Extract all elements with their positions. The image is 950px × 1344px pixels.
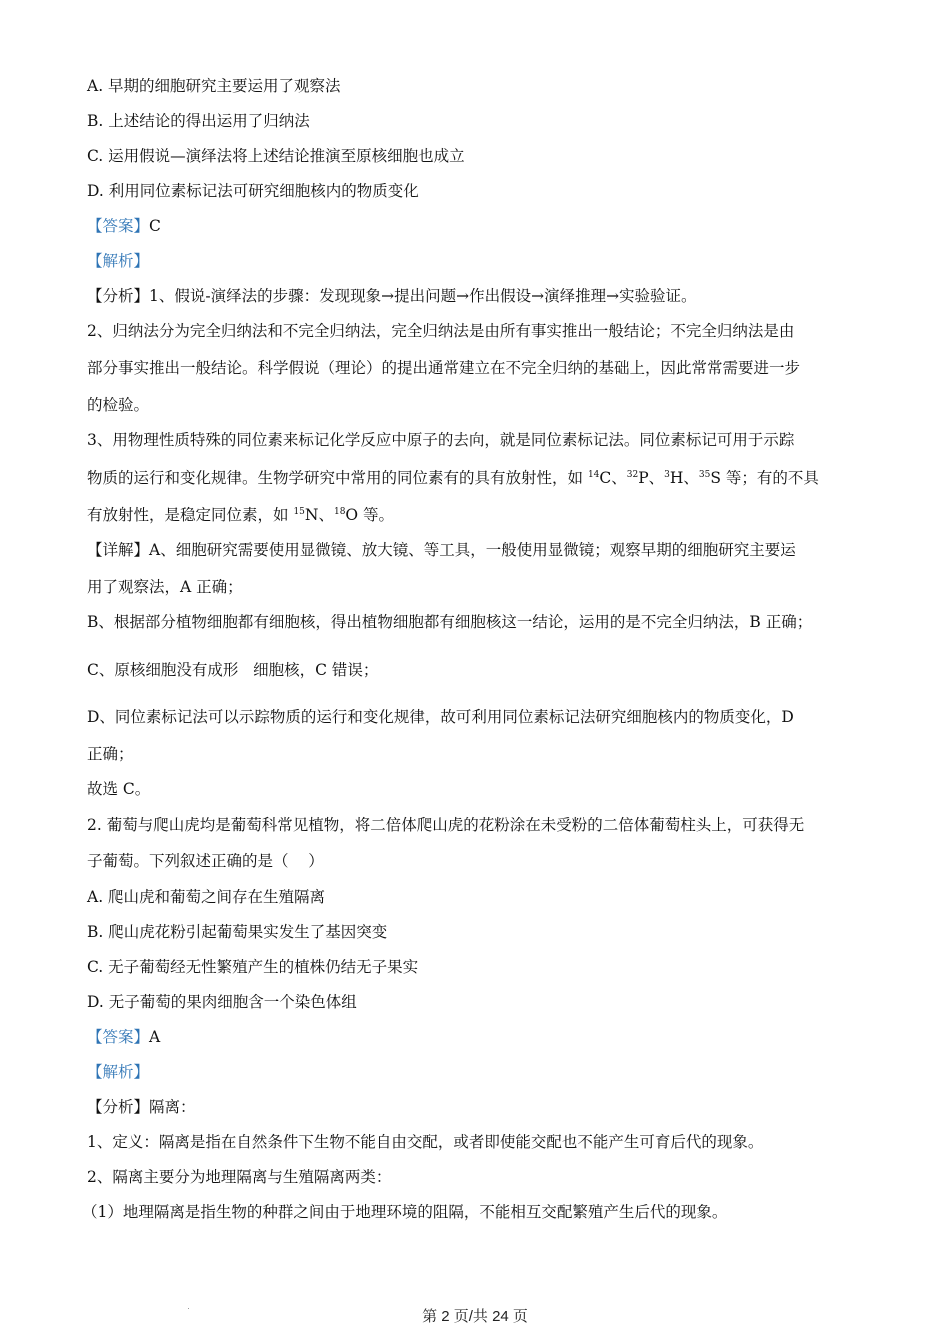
section-label: 【答案】 [87,1028,150,1046]
text-segment: 【详解】A、细胞研究需要使用显微镜、放大镜、等工具，一般使用显微镜；观察早期的细胞研究主要运 [87,541,796,559]
text-segment: D. 利用同位素标记法可研究细胞核内的物质变化 [87,182,419,200]
text-segment: B、根据部分植物细胞都有细胞核，得出植物细胞都有细胞核这一结论，运用的是不完全归纳法，B 正确； [87,613,813,631]
section-label: 【解析】 [87,252,150,270]
text-segment: A. 爬山虎和葡萄之间存在生殖隔离 [87,888,326,906]
text-line [87,779,150,799]
text-segment: H、 [669,469,699,487]
text-line [87,660,378,680]
text-line [87,1027,160,1047]
text-segment: D. 无子葡萄的果肉细胞含一个染色体组 [87,993,357,1011]
text-line [87,1167,391,1187]
text-line [87,216,161,236]
text-line [87,1062,149,1082]
text-line [87,468,819,488]
text-segment: C. 运用假说—演绎法将上述结论推演至原核细胞也成立 [87,147,465,165]
isotope-mass-number: 35 [698,470,711,480]
text-line [87,887,325,907]
isotope-mass-number: 3 [664,470,670,480]
text-segment: 2、隔离主要分为地理隔离与生殖隔离两类： [87,1168,392,1186]
text-segment: N、 [304,506,334,524]
text-segment: 故选 C。 [87,780,151,798]
text-line [87,321,794,341]
text-line [87,430,794,450]
text-line [87,957,418,977]
text-segment: 【分析】1、假说-演绎法的步骤：发现现象→提出问题→作出假设→演绎推理→实验验证。 [87,287,697,305]
text-line [87,505,394,525]
text-segment: C [149,217,161,235]
text-line [87,707,794,727]
isotope-mass-number: 14 [587,470,600,480]
text-segment: 1、定义：隔离是指在自然条件下生物不能自由交配，或者即使能交配也不能产生可育后代的现象。 [87,1133,764,1151]
text-line [87,922,387,942]
text-line [82,1202,727,1222]
text-line [87,395,149,415]
text-line [87,111,310,131]
text-line [87,851,324,871]
text-line [87,181,419,201]
text-segment: 部分事实推出一般结论。科学假说（理论）的提出通常建立在不完全归纳的基础上，因此常常需要进一步 [87,359,801,377]
text-segment: 物质的运行和变化规律。生物学研究中常用的同位素有的具有放射性，如 [87,469,588,487]
text-segment: 子葡萄。下列叙述正确的是（ ） [87,852,324,870]
text-segment: 【分析】隔离： [87,1098,196,1116]
text-segment: 用了观察法，A 正确； [87,578,243,596]
text-segment: C. 无子葡萄经无性繁殖产生的植株仍结无子果实 [87,958,419,976]
text-line [87,612,812,632]
text-segment: 有放射性，是稳定同位素，如 [87,506,294,524]
text-line [87,146,465,166]
text-segment: 2、归纳法分为完全归纳法和不完全归纳法，完全归纳法是由所有事实推出一般结论；不完全归纳法是由 [87,322,795,340]
text-line [87,1097,196,1117]
section-label: 【解析】 [87,1063,150,1081]
isotope-mass-number: 32 [626,470,639,480]
text-line [87,286,697,306]
text-line [87,358,800,378]
text-line [87,992,357,1012]
text-segment: B. 爬山虎花粉引起葡萄果实发生了基因突变 [87,923,388,941]
text-line [87,744,134,764]
text-segment: A. 早期的细胞研究主要运用了观察法 [87,77,341,95]
page-footer: 第 2 页/共 24 页 [422,1308,528,1325]
text-segment: D、同位素标记法可以示踪物质的运行和变化规律，故可利用同位素标记法研究细胞核内的物质变化，D [87,708,794,726]
text-line [87,577,243,597]
text-segment: C、 [599,469,627,487]
text-segment: 的检验。 [87,396,150,414]
text-line [87,76,341,96]
text-segment: O 等。 [345,506,395,524]
text-line [87,1132,763,1152]
text-line [87,251,149,271]
text-segment: A [149,1028,161,1046]
text-line [87,815,804,835]
text-segment: 2. 葡萄与爬山虎均是葡萄科常见植物，将二倍体爬山虎的花粉涂在未受粉的二倍体葡萄柱头上，可获得无 [87,816,805,834]
text-segment: 正确； [87,745,134,763]
text-segment: B. 上述结论的得出运用了归纳法 [87,112,310,130]
text-line [87,540,796,560]
isotope-mass-number: 15 [293,507,305,517]
section-label: 【答案】 [87,217,150,235]
text-segment: 3、用物理性质特殊的同位素来标记化学反应中原子的去向，就是同位素标记法。同位素标记可用于示踪 [87,431,795,449]
text-segment: C、原核细胞没有成形 细胞核，C 错误； [87,661,379,679]
text-segment: S 等；有的不具 [710,469,819,487]
text-segment: P、 [638,469,665,487]
text-segment: （1）地理隔离是指生物的种群之间由于地理环境的阻隔，不能相互交配繁殖产生后代的现象。 [82,1203,728,1221]
isotope-mass-number: 18 [333,507,346,517]
